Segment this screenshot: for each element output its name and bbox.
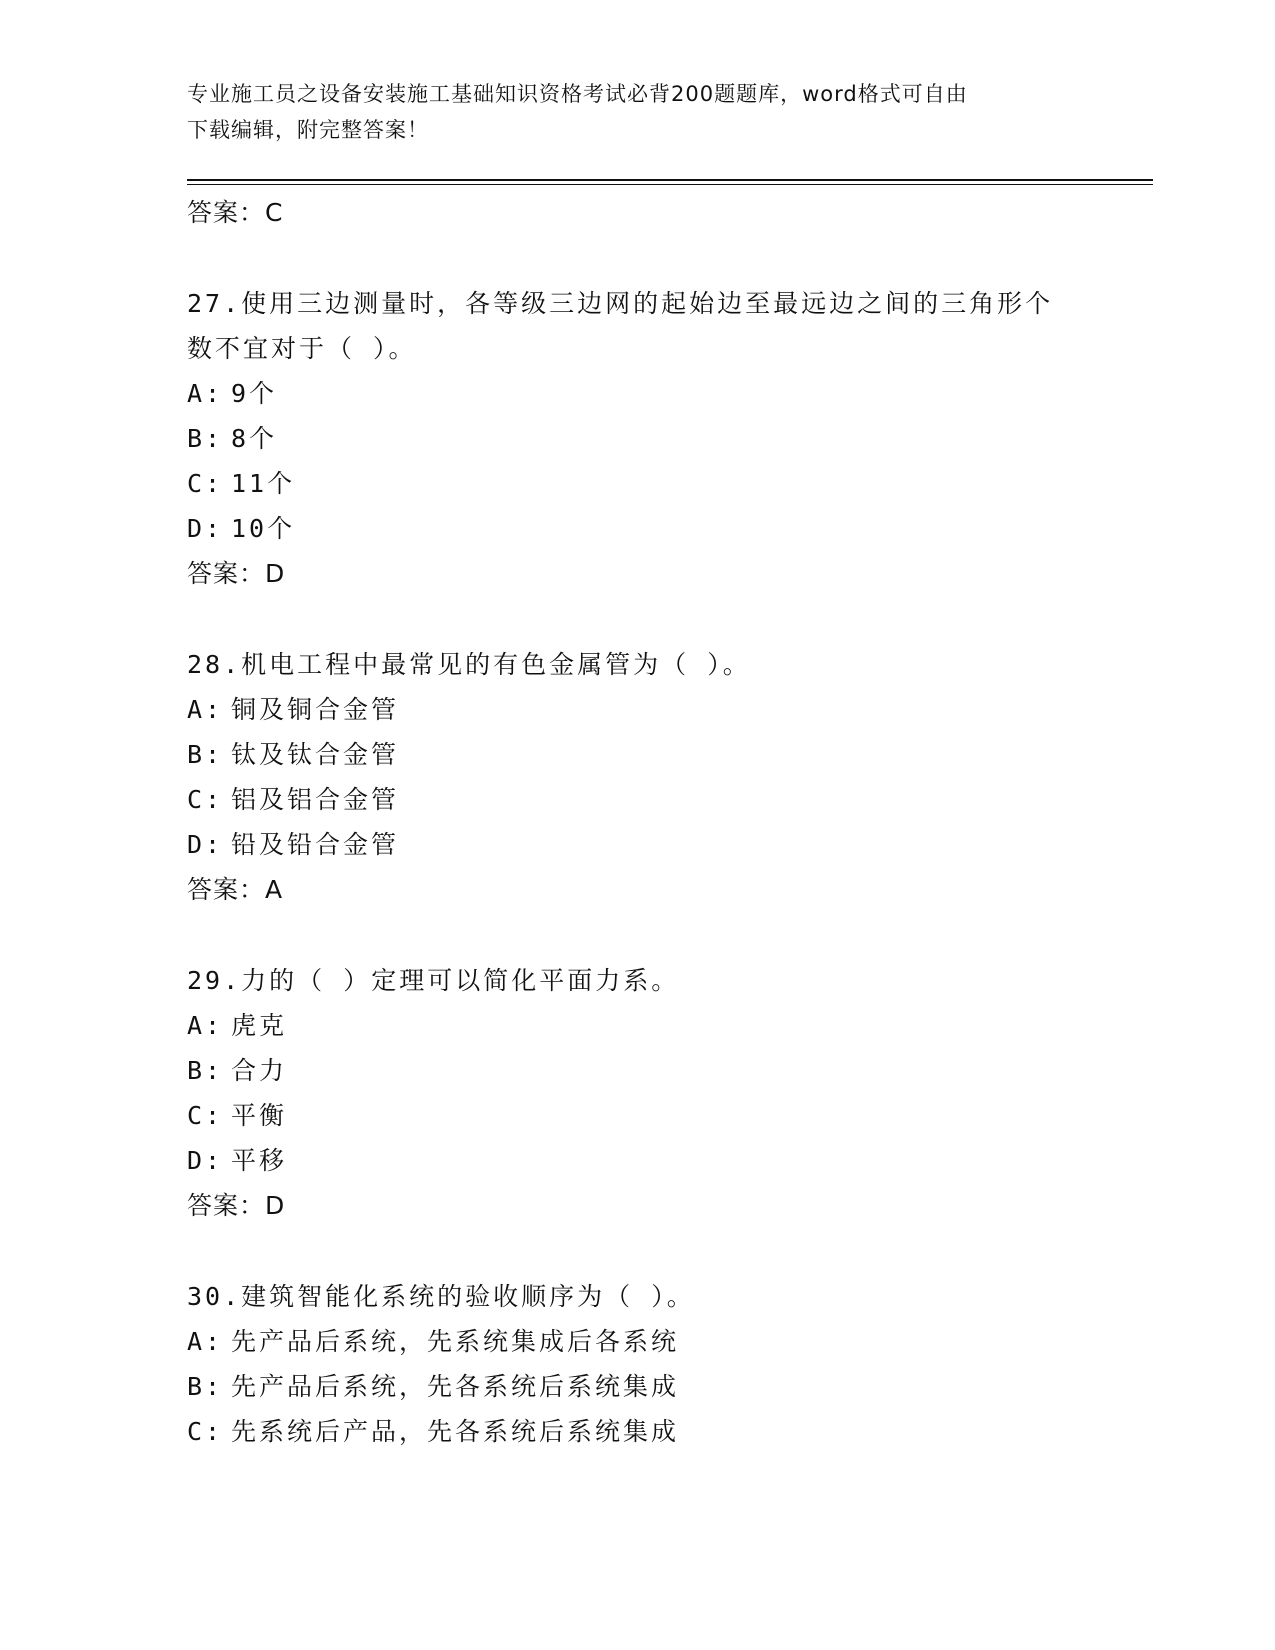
question-stem: [187, 1274, 1147, 1319]
question-stem: [187, 642, 1147, 687]
question-stem: [187, 958, 1147, 1003]
option-d: [187, 506, 1147, 551]
option-key: A:: [187, 1327, 224, 1356]
option-key: B:: [187, 1056, 224, 1085]
option-key: A:: [187, 1011, 224, 1040]
option-text: 铅及铅合金管: [231, 830, 400, 859]
option-c: [187, 1093, 1147, 1138]
option-key: A:: [187, 695, 224, 724]
option-key: B:: [187, 740, 224, 769]
option-key: D:: [187, 514, 224, 543]
option-key: D:: [187, 1146, 224, 1175]
option-text: 平衡: [231, 1101, 288, 1130]
option-key: C:: [187, 785, 224, 814]
option-text: 铝及铝合金管: [231, 785, 400, 814]
answer: 答案：D: [187, 559, 286, 588]
question-stem-line-1: 30.建筑智能化系统的验收顺序为（ ）。: [187, 1282, 695, 1311]
option-d: [187, 1138, 1147, 1183]
option-text: 先系统后产品，先各系统后系统集成: [231, 1417, 680, 1446]
previous-answer: 答案：C: [187, 198, 284, 227]
option-key: B:: [187, 424, 224, 453]
option-text: 先产品后系统，先各系统后系统集成: [231, 1372, 680, 1401]
answer: 答案：A: [187, 875, 284, 904]
option-key: D:: [187, 830, 224, 859]
option-a: [187, 1319, 1147, 1364]
option-c: [187, 777, 1147, 822]
document-header: [187, 76, 1067, 148]
option-a: [187, 1003, 1147, 1048]
question-stem-line-1: 27.使用三边测量时，各等级三边网的起始边至最远边之间的三角形个: [187, 289, 1054, 318]
option-text: 虎克: [231, 1011, 288, 1040]
option-text: 钛及钛合金管: [231, 740, 400, 769]
option-a: [187, 371, 1147, 416]
question-list: [187, 190, 1147, 1454]
option-key: A:: [187, 379, 224, 408]
header-line-2: 下载编辑，附完整答案！: [187, 118, 429, 142]
option-key: B:: [187, 1372, 224, 1401]
option-text: 平移: [231, 1146, 288, 1175]
question-stem: [187, 281, 1147, 371]
question-stem-line-2: 数不宜对于（ ）。: [187, 334, 417, 363]
option-c: [187, 461, 1147, 506]
question-stem-line-1: 28.机电工程中最常见的有色金属管为（ ）。: [187, 650, 751, 679]
option-text: 先产品后系统，先系统集成后各系统: [231, 1327, 680, 1356]
option-text: 8个: [231, 424, 278, 453]
option-c: [187, 1409, 1147, 1454]
question-28: [187, 642, 1147, 912]
option-key: C:: [187, 469, 224, 498]
header-divider-thick: [187, 179, 1153, 181]
option-a: [187, 687, 1147, 732]
option-b: [187, 1364, 1147, 1409]
option-key: C:: [187, 1101, 224, 1130]
question-27: [187, 281, 1147, 596]
option-text: 10个: [231, 514, 296, 543]
option-text: 铜及铜合金管: [231, 695, 400, 724]
header-divider-thin: [187, 184, 1153, 185]
option-text: 9个: [231, 379, 278, 408]
option-b: [187, 1048, 1147, 1093]
option-key: C:: [187, 1417, 224, 1446]
answer: 答案：D: [187, 1191, 286, 1220]
question-stem-line-1: 29.力的（ ）定理可以简化平面力系。: [187, 966, 680, 995]
question-30: [187, 1274, 1147, 1454]
option-b: [187, 416, 1147, 461]
header-line-1: 专业施工员之设备安装施工基础知识资格考试必背200题题库，word格式可自由: [187, 82, 968, 106]
option-b: [187, 732, 1147, 777]
option-d: [187, 822, 1147, 867]
option-text: 合力: [231, 1056, 288, 1085]
question-29: [187, 958, 1147, 1228]
option-text: 11个: [231, 469, 296, 498]
